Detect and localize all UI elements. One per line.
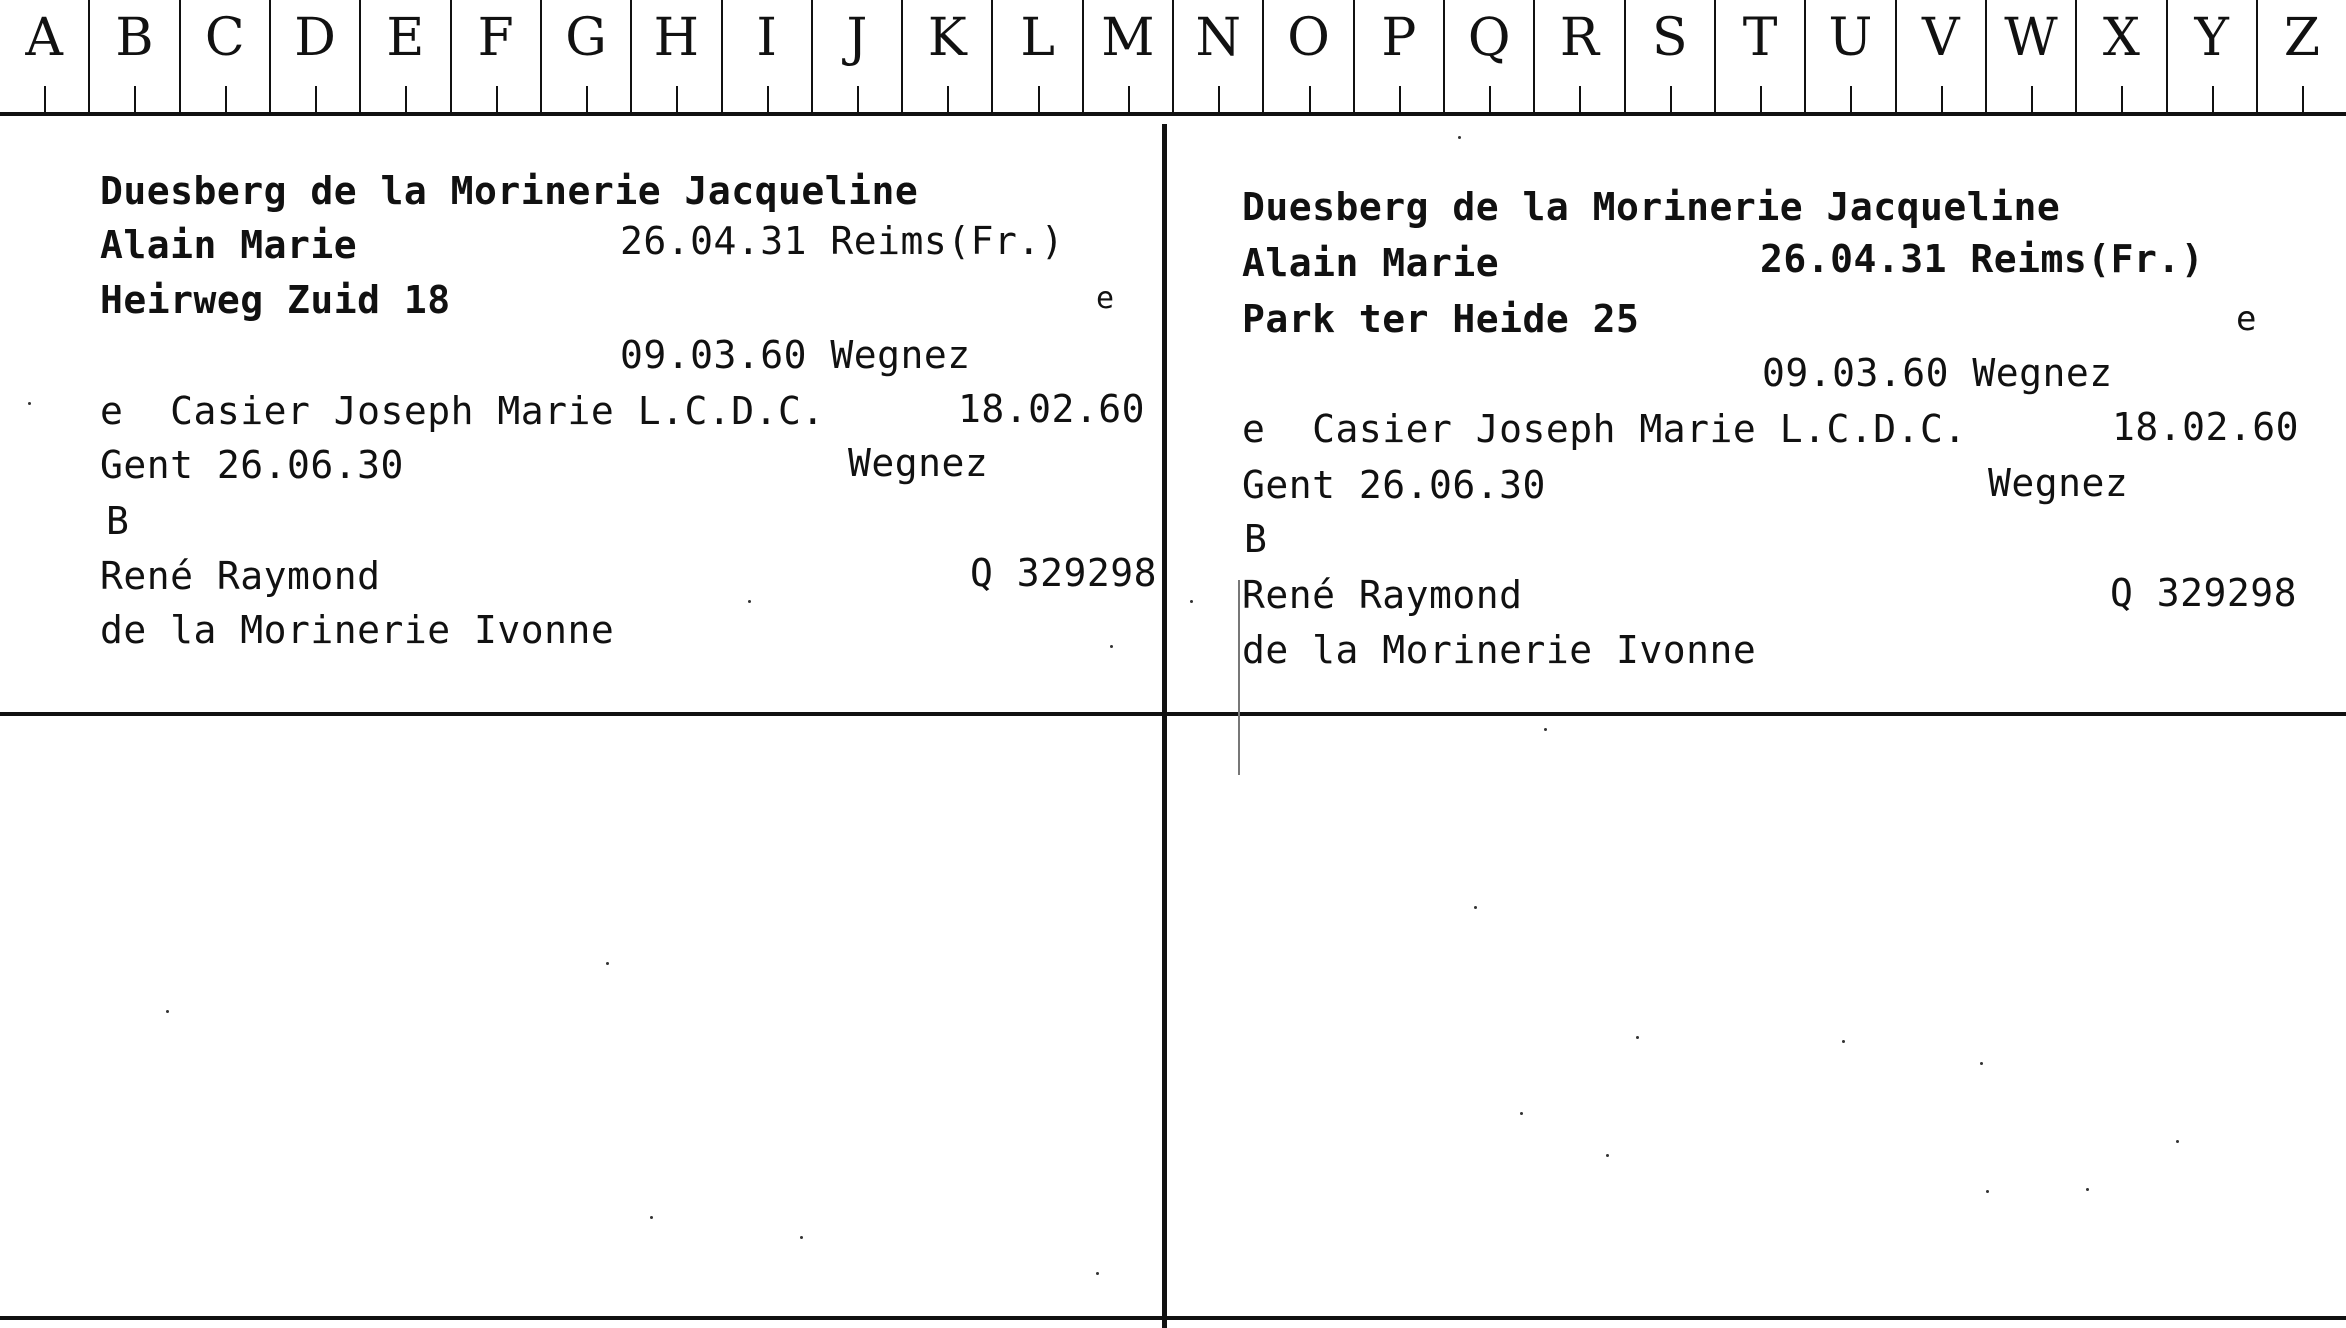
index-letter-d: D [271, 0, 361, 112]
right-card-child: René Raymond [1242, 573, 1523, 617]
index-letter-y: Y [2168, 0, 2258, 112]
card-divider-vertical [1162, 124, 1167, 1328]
left-card-surname: Duesberg de la Morinerie Jacqueline [100, 169, 919, 213]
right-card [1168, 0, 2338, 700]
index-letter-m: M [1084, 0, 1174, 112]
index-letter-p: P [1355, 0, 1445, 112]
scan-speck [1606, 1154, 1609, 1157]
right-card-address: Park ter Heide 25 [1242, 297, 1640, 341]
left-card-marriage-date: 18.02.60 [958, 387, 1146, 431]
right-card-code: Q 329298 [2110, 571, 2298, 615]
scan-speck [1190, 600, 1193, 603]
index-letter-t: T [1716, 0, 1806, 112]
left-card [0, 0, 1160, 700]
scan-speck [1110, 645, 1113, 648]
index-letter-b: B [90, 0, 180, 112]
scan-speck [1474, 906, 1477, 909]
right-card-spouse: e Casier Joseph Marie L.C.D.C. [1242, 407, 1967, 451]
index-letter-v: V [1897, 0, 1987, 112]
index-letter-n: N [1174, 0, 1264, 112]
scan-speck [1520, 1112, 1523, 1115]
right-card-surname: Duesberg de la Morinerie Jacqueline [1242, 185, 2061, 229]
scan-speck [1842, 1040, 1845, 1043]
right-card-given-names: Alain Marie [1242, 241, 1500, 285]
left-card-address: Heirweg Zuid 18 [100, 278, 451, 322]
right-card-place: Wegnez [1988, 461, 2129, 505]
index-letter-g: G [542, 0, 632, 112]
index-letter-a: A [0, 0, 90, 112]
left-card-letter: B [106, 499, 130, 543]
right-card-registration: 09.03.60 Wegnez [1762, 351, 2113, 395]
right-card-mother: de la Morinerie Ivonne [1242, 628, 1757, 672]
index-letter-o: O [1264, 0, 1354, 112]
left-card-given-names: Alain Marie [100, 223, 358, 267]
index-letter-j: J [813, 0, 903, 112]
right-card-marriage-date: 18.02.60 [2112, 405, 2300, 449]
right-card-birth: 26.04.31 Reims(Fr.) [1760, 237, 2205, 281]
index-letter-w: W [1987, 0, 2077, 112]
index-letter-i: I [723, 0, 813, 112]
left-card-mother: de la Morinerie Ivonne [100, 608, 615, 652]
card-divider-bottom [0, 1316, 2346, 1320]
scan-speck [28, 402, 31, 405]
scan-speck [606, 962, 609, 965]
left-card-code: Q 329298 [970, 551, 1158, 595]
right-card-letter: B [1244, 517, 1268, 561]
scan-speck [166, 1010, 169, 1013]
index-letter-s: S [1626, 0, 1716, 112]
scan-speck [1096, 1272, 1099, 1275]
scan-speck [2176, 1140, 2179, 1143]
scan-speck [650, 1216, 653, 1219]
left-card-place: Wegnez [848, 441, 989, 485]
index-letter-k: K [903, 0, 993, 112]
left-card-mark: e [1096, 281, 1115, 316]
index-letter-f: F [452, 0, 542, 112]
left-card-child: René Raymond [100, 554, 381, 598]
index-letter-q: Q [1445, 0, 1535, 112]
scan-speck [1980, 1062, 1983, 1065]
left-card-spouse: e Casier Joseph Marie L.C.D.C. [100, 389, 825, 433]
scan-speck [748, 600, 751, 603]
right-card-mark: e [2236, 299, 2257, 339]
right-card-spouse-birth: Gent 26.06.30 [1242, 463, 1546, 507]
scan-speck [1636, 1036, 1639, 1039]
scan-speck [800, 1236, 803, 1239]
scan-speck [2086, 1188, 2089, 1191]
index-letter-e: E [361, 0, 451, 112]
left-card-spouse-birth: Gent 26.06.30 [100, 443, 404, 487]
index-letter-h: H [632, 0, 722, 112]
index-letter-r: R [1535, 0, 1625, 112]
left-card-registration: 09.03.60 Wegnez [620, 333, 971, 377]
scan-speck [1544, 728, 1547, 731]
index-letter-l: L [993, 0, 1083, 112]
index-letter-z: Z [2258, 0, 2346, 112]
index-letter-c: C [181, 0, 271, 112]
scan-speck [1986, 1190, 1989, 1193]
index-letter-u: U [1806, 0, 1896, 112]
index-letter-x: X [2077, 0, 2167, 112]
scan-speck [1458, 136, 1461, 139]
left-card-birth: 26.04.31 Reims(Fr.) [620, 219, 1065, 263]
